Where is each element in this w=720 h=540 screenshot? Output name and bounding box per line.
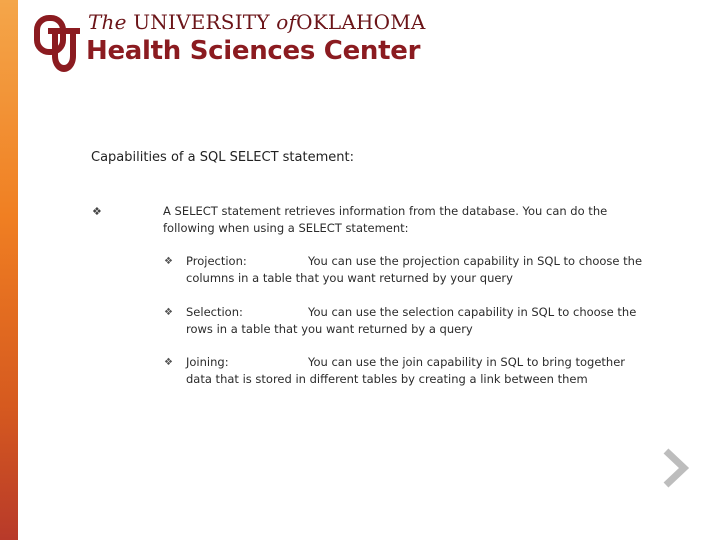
diamond-bullet-icon: ❖	[92, 205, 102, 218]
diamond-bullet-icon: ❖	[164, 307, 173, 318]
logo-center-name: Health Sciences Center	[86, 36, 421, 66]
diamond-bullet-icon: ❖	[164, 256, 173, 267]
ou-logo-icon	[34, 12, 84, 74]
list-item-joining	[164, 354, 654, 388]
item-term: Selection:	[186, 305, 243, 319]
list-item-selection	[164, 304, 654, 338]
logo-state: OKLAHOMA	[296, 10, 426, 34]
item-description: You can use the join capability in SQL to bring together data that is stored in different tables by creating a link between them	[186, 355, 626, 386]
list-item-projection	[164, 253, 654, 287]
intro-text: A SELECT statement retrieves information from the database. You can do the following when using a SELECT statement:	[163, 204, 608, 235]
logo-university-name	[88, 10, 426, 34]
item-description: You can use the projection capability in SQL to choose the columns in a table that you want returned by your query	[186, 254, 643, 285]
logo-university: UNIVERSITY	[126, 10, 277, 34]
chevron-right-icon[interactable]	[660, 447, 690, 489]
item-term: Projection:	[186, 254, 247, 268]
side-accent-bar	[0, 0, 18, 540]
logo-of: of	[276, 10, 297, 34]
slide-title: Capabilities of a SQL SELECT statement:	[91, 150, 354, 165]
item-description: You can use the selection capability in SQL to choose the rows in a table that you want returned by a query	[186, 305, 637, 336]
diamond-bullet-icon: ❖	[164, 357, 173, 368]
item-term: Joining:	[186, 355, 229, 369]
university-logo	[34, 10, 424, 74]
logo-the: The	[88, 10, 127, 34]
